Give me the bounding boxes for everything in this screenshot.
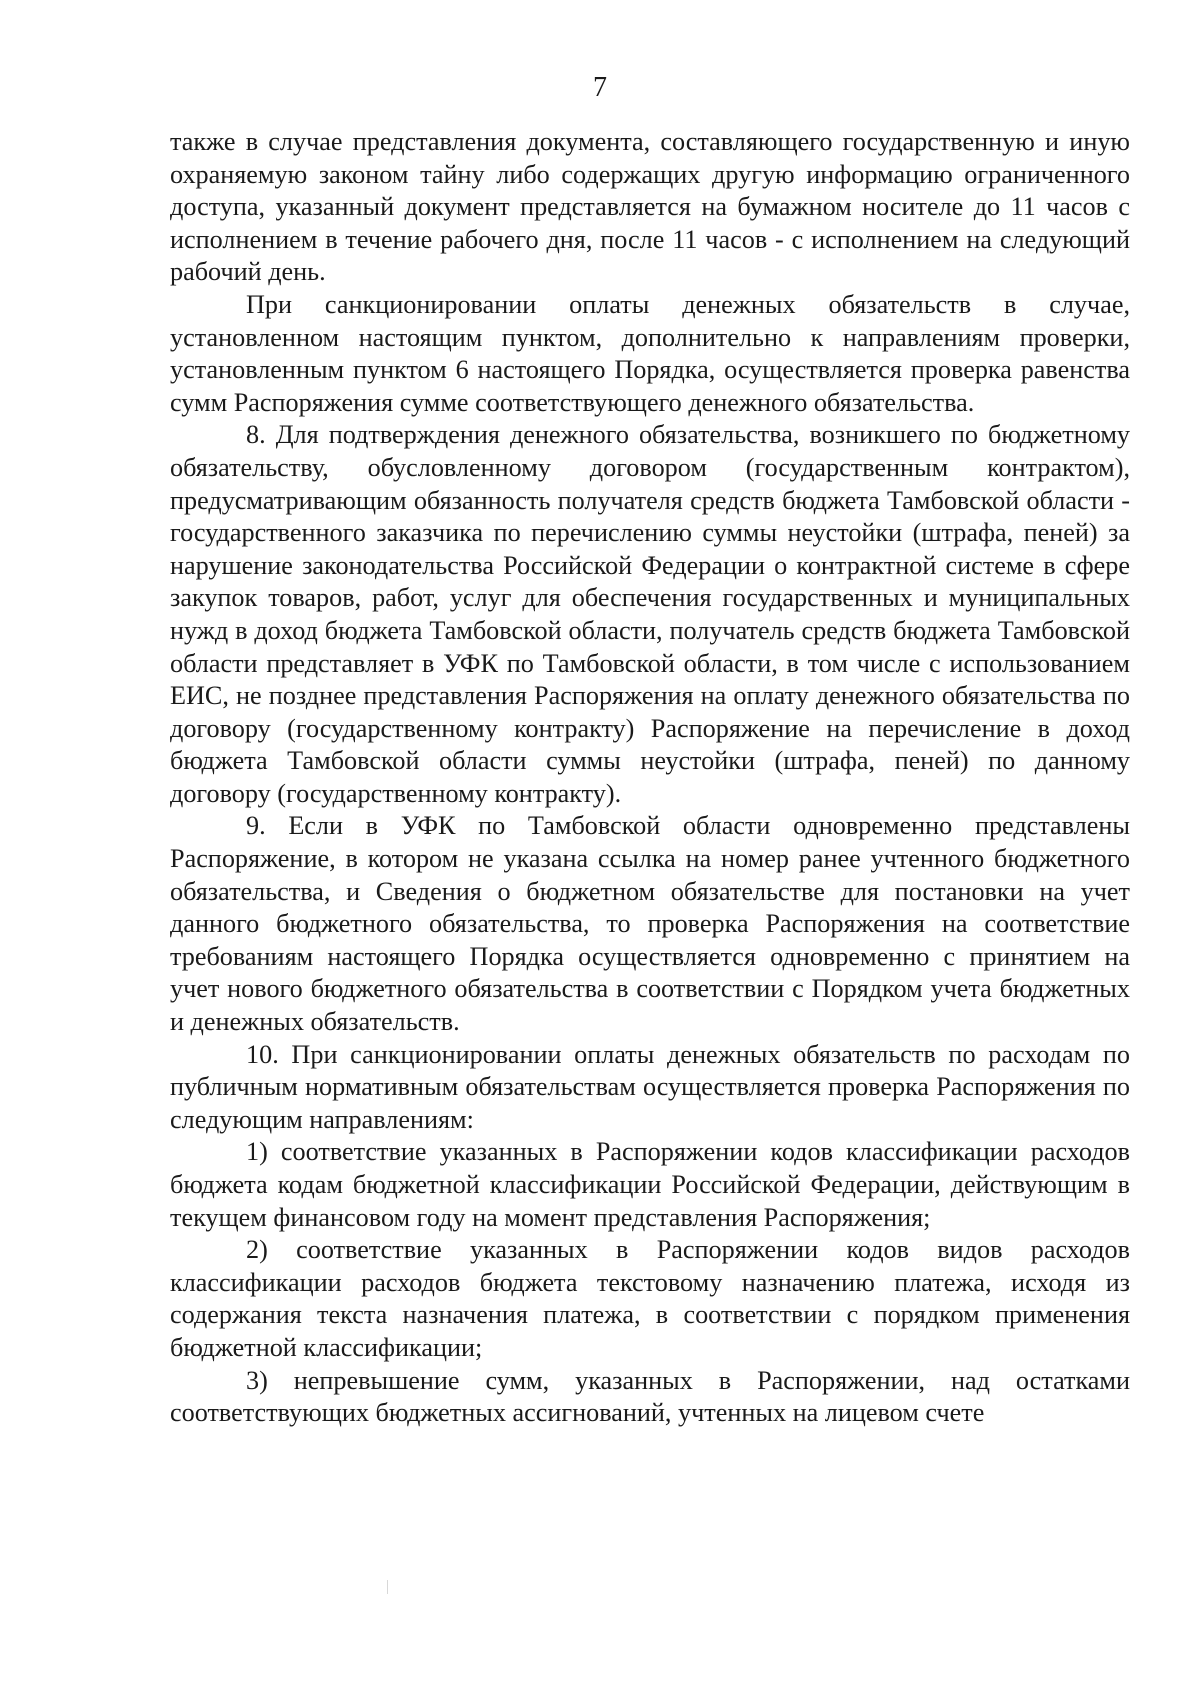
- paragraph-sanction-check: При санкционировании оплаты денежных обязательств в случае, установленном настоящим пунктом, дополнительно к направлениям проверки, установленным пунктом 6 настоящего Порядка, осуществляется проверка равенства сумм Распоряжения сумме соответствующего денежного обязательства.: [170, 289, 1130, 417]
- page-number: 7: [593, 72, 607, 103]
- scan-artifact: [387, 1580, 388, 1594]
- paragraph-item-9: 9. Если в УФК по Тамбовской области одновременно представлены Распоряжение, в котором не указана ссылка на номер ранее учтенного бюджетного обязательства, и Сведения о бюджетном обязательстве для постановки на учет данного бюджетного обязательства, то проверка Распоряжения на соответствие требованиям настоящего Порядка осуществляется одновременно с принятием на учет нового бюджетного обязательства в соответствии с Порядком учета бюджетных и денежных обязательств.: [170, 811, 1130, 1037]
- document-body: [170, 126, 1130, 1430]
- paragraph-item-8: 8. Для подтверждения денежного обязательства, возникшего по бюджетному обязательству, обусловленному договором (государственным контрактом), предусматривающим обязанность получателя средств бюджета Тамбовской области - государственного заказчика по перечислению суммы неустойки (штрафа, пеней) за нарушение законодательства Российской Федерации о контрактной системе в сфере закупок товаров, работ, услуг для обеспечения государственных и муниципальных нужд в доход бюджета Тамбовской области, получатель средств бюджета Тамбовской области представляет в УФК по Тамбовской области, в том числе с использованием ЕИС, не позднее представления Распоряжения на оплату денежного обязательства по договору (государственному контракту) Распоряжение на перечисление в доход бюджета Тамбовской области суммы неустойки (штрафа, пеней) по данному договору (государственному контракту).: [170, 420, 1130, 808]
- paragraph-subitem-2: 2) соответствие указанных в Распоряжении кодов видов расходов классификации расходов бюджета текстовому назначению платежа, исходя из содержания текста назначения платежа, в соответствии с порядком применения бюджетной классификации;: [170, 1235, 1130, 1362]
- paragraph-item-10: 10. При санкционировании оплаты денежных обязательств по расходам по публичным нормативным обязательствам осуществляется проверка Распоряжения по следующим направлениям:: [170, 1039, 1130, 1134]
- paragraph-continuation: также в случае представления документа, составляющего государственную и иную охраняемую законом тайну либо содержащих другую информацию ограниченного доступа, указанный документ представляется на бумажном носителе до 11 часов с исполнением в течение рабочего дня, после 11 часов - с исполнением на следующий рабочий день.: [170, 127, 1130, 287]
- paragraph-subitem-1: 1) соответствие указанных в Распоряжении кодов классификации расходов бюджета кодам бюджетной классификации Российской Федерации, действующим в текущем финансовом году на момент представления Распоряжения;: [170, 1137, 1130, 1232]
- paragraph-subitem-3: 3) непревышение сумм, указанных в Распоряжении, над остатками соответствующих бюджетных ассигнований, учтенных на лицевом счете: [170, 1365, 1130, 1428]
